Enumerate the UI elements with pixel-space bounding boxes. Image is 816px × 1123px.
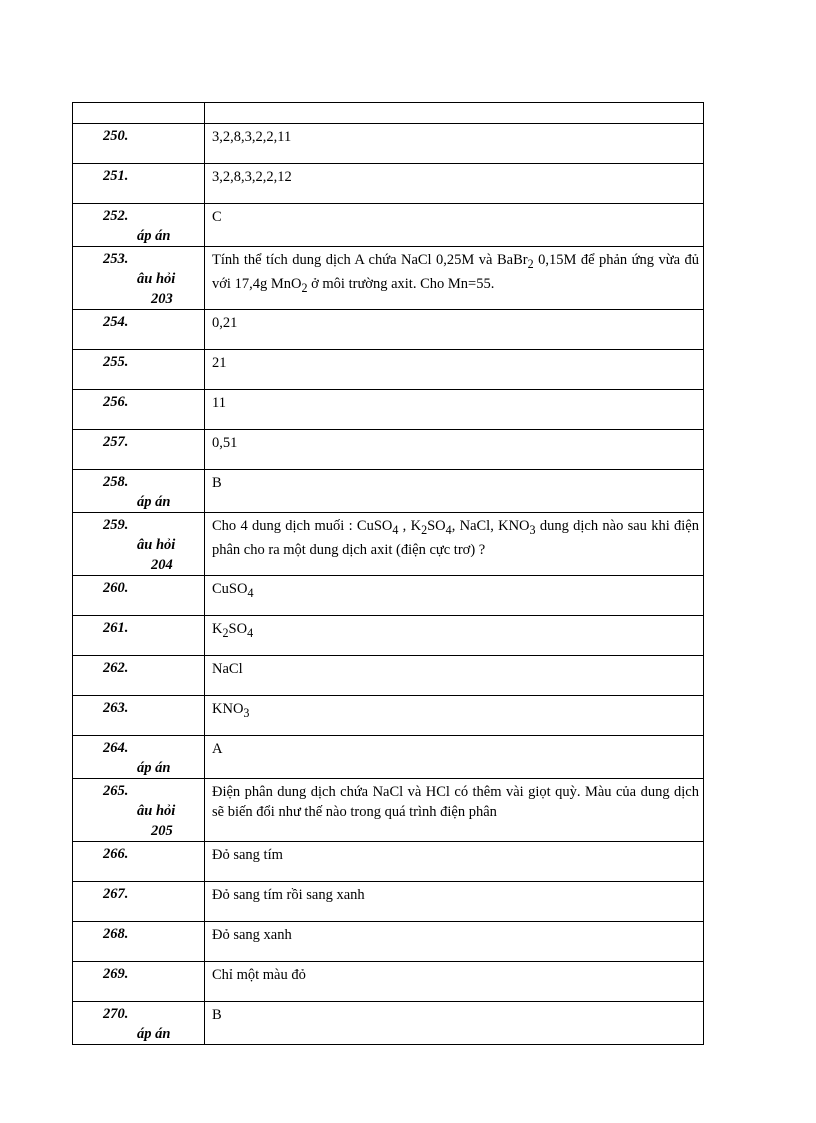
row-number: 253. <box>103 251 129 267</box>
table-row <box>73 842 704 882</box>
header-cell-num <box>73 103 205 124</box>
table-row <box>73 164 704 204</box>
answer-label: áp án <box>137 760 171 776</box>
row-number-cell <box>73 576 205 616</box>
row-number-cell <box>73 350 205 390</box>
row-number: 256. <box>103 394 129 410</box>
row-number: 251. <box>103 168 129 184</box>
row-number: 268. <box>103 926 129 942</box>
table-row <box>73 390 704 430</box>
row-content: 3,2,8,3,2,2,11 <box>205 124 704 164</box>
table-row <box>73 736 704 779</box>
question-table <box>72 102 704 1045</box>
subscript: 3 <box>529 522 536 537</box>
row-number-cell <box>73 616 205 656</box>
question-text <box>205 247 704 310</box>
row-content: B <box>205 1002 704 1045</box>
table-row <box>73 310 704 350</box>
row-number: 250. <box>103 128 129 144</box>
subscript: 2 <box>301 280 308 295</box>
text-part: Tính thể tích dung dịch A chứa NaCl 0,25M và BaBr <box>212 252 528 268</box>
row-number-cell <box>73 696 205 736</box>
row-number: 266. <box>103 846 129 862</box>
row-number-cell <box>73 390 205 430</box>
subscript: 2 <box>527 256 534 271</box>
header-row <box>73 103 704 124</box>
text-part: SO <box>427 518 446 534</box>
row-content: Đỏ sang xanh <box>205 922 704 962</box>
table-row <box>73 470 704 513</box>
row-content: 11 <box>205 390 704 430</box>
text-part: dung dịch nào sau khi điện phân cho ra một dung dịch axit (điện cực trơ) ? <box>212 518 699 558</box>
text-part: , K <box>398 518 422 534</box>
row-content: Chỉ một màu đỏ <box>205 962 704 1002</box>
row-content: 0,51 <box>205 430 704 470</box>
table-row <box>73 616 704 656</box>
row-content <box>205 696 704 736</box>
row-number-cell <box>73 656 205 696</box>
table-row <box>73 656 704 696</box>
row-number-cell <box>73 842 205 882</box>
row-number-cell <box>73 922 205 962</box>
row-number-cell <box>73 430 205 470</box>
row-number-cell <box>73 310 205 350</box>
row-number: 267. <box>103 886 129 902</box>
question-label: âu hỏi <box>137 803 176 819</box>
table-row <box>73 513 704 576</box>
row-content: C <box>205 204 704 247</box>
row-number: 264. <box>103 740 129 756</box>
answer-label: áp án <box>137 494 171 510</box>
row-content: 21 <box>205 350 704 390</box>
table-row <box>73 922 704 962</box>
row-content: Đỏ sang tím rồi sang xanh <box>205 882 704 922</box>
row-number: 252. <box>103 208 129 224</box>
table-row <box>73 779 704 842</box>
table-row <box>73 204 704 247</box>
row-content: NaCl <box>205 656 704 696</box>
table-row <box>73 1002 704 1045</box>
row-number-cell <box>73 247 205 310</box>
row-number: 263. <box>103 700 129 716</box>
question-number: 205 <box>151 823 173 839</box>
row-number-cell <box>73 513 205 576</box>
subscript: 4 <box>247 625 254 640</box>
row-number-cell <box>73 1002 205 1045</box>
row-number-cell <box>73 962 205 1002</box>
text-part: KNO <box>212 701 244 717</box>
question-label: âu hỏi <box>137 271 176 287</box>
row-number-cell <box>73 204 205 247</box>
row-number-cell <box>73 470 205 513</box>
row-number-cell <box>73 882 205 922</box>
row-number: 265. <box>103 783 129 799</box>
row-number: 261. <box>103 620 129 636</box>
table-row <box>73 124 704 164</box>
row-number: 254. <box>103 314 129 330</box>
row-content <box>205 616 704 656</box>
subscript: 2 <box>421 522 428 537</box>
row-number: 258. <box>103 474 129 490</box>
subscript: 3 <box>243 705 250 720</box>
row-content: A <box>205 736 704 779</box>
row-number: 257. <box>103 434 129 450</box>
question-number: 203 <box>151 291 173 307</box>
table-row <box>73 576 704 616</box>
question-text: Điện phân dung dịch chứa NaCl và HCl có thêm vài giọt quỳ. Màu của dung dịch sẽ biến đổi như thế nào trong quá trình điện phân <box>205 779 704 842</box>
subscript: 2 <box>222 625 229 640</box>
subscript: 4 <box>445 522 452 537</box>
answer-label: áp án <box>137 1026 171 1042</box>
row-number-cell <box>73 779 205 842</box>
row-number-cell <box>73 164 205 204</box>
question-text <box>205 513 704 576</box>
table-row <box>73 350 704 390</box>
row-number: 270. <box>103 1006 129 1022</box>
row-content: B <box>205 470 704 513</box>
question-number: 204 <box>151 557 173 573</box>
text-part: Cho 4 dung dịch muối : CuSO <box>212 518 393 534</box>
row-number-cell <box>73 124 205 164</box>
answer-label: áp án <box>137 228 171 244</box>
table-row <box>73 247 704 310</box>
text-part: SO <box>228 621 248 637</box>
row-number-cell <box>73 736 205 779</box>
text-part: , NaCl, KNO <box>451 518 530 534</box>
text-part: 0,15M để phản ứng vừa đủ với 17,4g MnO <box>212 252 700 292</box>
text-part: K <box>212 621 223 637</box>
row-content: Đỏ sang tím <box>205 842 704 882</box>
row-number: 259. <box>103 517 129 533</box>
subscript: 4 <box>392 522 399 537</box>
row-number: 255. <box>103 354 129 370</box>
subscript: 4 <box>247 585 254 600</box>
header-cell-text <box>205 103 704 124</box>
table-row <box>73 696 704 736</box>
row-content: 0,21 <box>205 310 704 350</box>
text-part: ở môi trường axit. Cho Mn=55. <box>307 275 495 292</box>
row-number: 260. <box>103 580 129 596</box>
text-part: CuSO <box>212 581 248 597</box>
table-row <box>73 882 704 922</box>
row-number: 262. <box>103 660 129 676</box>
row-number: 269. <box>103 966 129 982</box>
row-content <box>205 576 704 616</box>
question-label: âu hỏi <box>137 537 176 553</box>
table-row <box>73 430 704 470</box>
table-row <box>73 962 704 1002</box>
row-content: 3,2,8,3,2,2,12 <box>205 164 704 204</box>
